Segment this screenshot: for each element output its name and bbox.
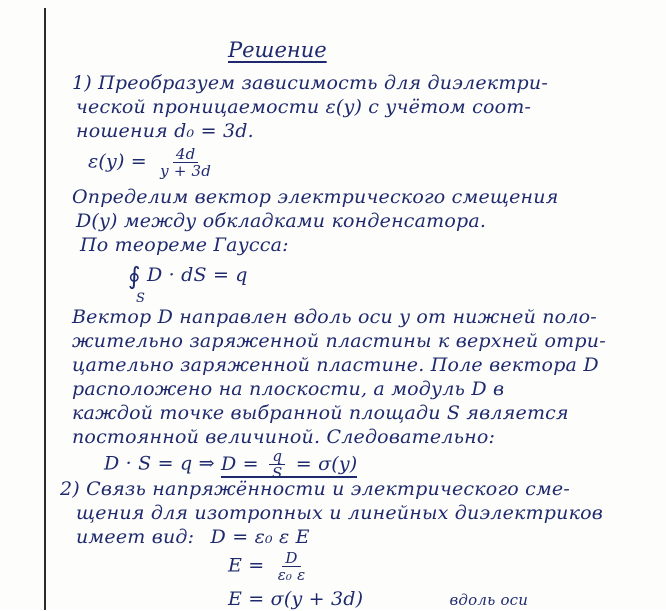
text-line-18-text: имеет вид: (76, 526, 195, 548)
formula-field-lhs: E = (228, 554, 265, 577)
text-line-3: ношения d₀ = 3d. (76, 120, 254, 142)
formula-displacement-result (220, 447, 358, 482)
fraction-numerator: D (282, 550, 300, 567)
text-line-10: жительно заряженной пластины к верхней отри- (72, 330, 606, 352)
formula-displacement-eq: D = (220, 452, 259, 475)
formula-epsilon-lhs: ε(y) = (88, 150, 147, 173)
fraction-numerator: 4d (173, 146, 199, 163)
text-line-7: По теореме Гаусса: (80, 234, 289, 256)
fraction-denominator: y + 3d (160, 162, 212, 180)
text-line-16: 2) Связь напряжённости и электрического сме- (60, 478, 570, 500)
text-line-18 (76, 526, 656, 548)
text-line-13: каждой точке выбранной площади S является (72, 402, 569, 424)
contour-integral-icon: ∮ (128, 262, 141, 290)
text-line-9: Вектор D направлен вдоль оси y от нижней поло- (72, 306, 597, 328)
text-line-12: расположено на плоскости, а модуль D в (72, 378, 505, 400)
formula-epsilon (88, 146, 666, 179)
formula-field (228, 550, 666, 583)
fraction-denominator: ε₀ ε (277, 566, 306, 584)
formula-gauss-body: D · dS = q (146, 264, 248, 286)
page-title: Решение (228, 38, 327, 62)
fraction-denominator: S (272, 464, 283, 482)
formula-gauss (128, 262, 666, 306)
text-line-17: щения для изотропных и линейных диэлектриков (76, 502, 604, 524)
formula-epsilon-fraction (157, 146, 214, 179)
text-line-11: цательно заряженной пластине. Поле вектора D (72, 354, 599, 376)
formula-displacement-rhs: = σ(y) (295, 452, 358, 475)
text-line-2: ческой проницаемости ε(y) с учётом соот- (76, 96, 532, 118)
margin-line (44, 8, 46, 610)
text-line-5: Определим вектор электрического смещения (72, 186, 559, 208)
text-line-1: 1) Преобразуем зависимость для диэлектри- (72, 72, 548, 94)
integral-subscript: S (136, 291, 146, 306)
fraction-numerator: q (269, 448, 285, 465)
formula-field-result-expr: E = σ(y + 3d) (228, 588, 364, 610)
formula-field-note: вдоль оси (449, 591, 529, 609)
formula-displacement-fraction (269, 448, 285, 481)
formula-displacement (104, 448, 666, 481)
formula-displacement-lhs: D · S = q ⇒ (104, 452, 215, 475)
text-line-6: D(y) между обкладками конденсатора. (76, 210, 487, 232)
formula-field-fraction (275, 550, 309, 583)
formula-field-result (228, 588, 666, 611)
text-line-14: постоянной величиной. Следовательно: (72, 426, 496, 448)
formula-constitutive: D = ε₀ ε E (210, 526, 310, 548)
